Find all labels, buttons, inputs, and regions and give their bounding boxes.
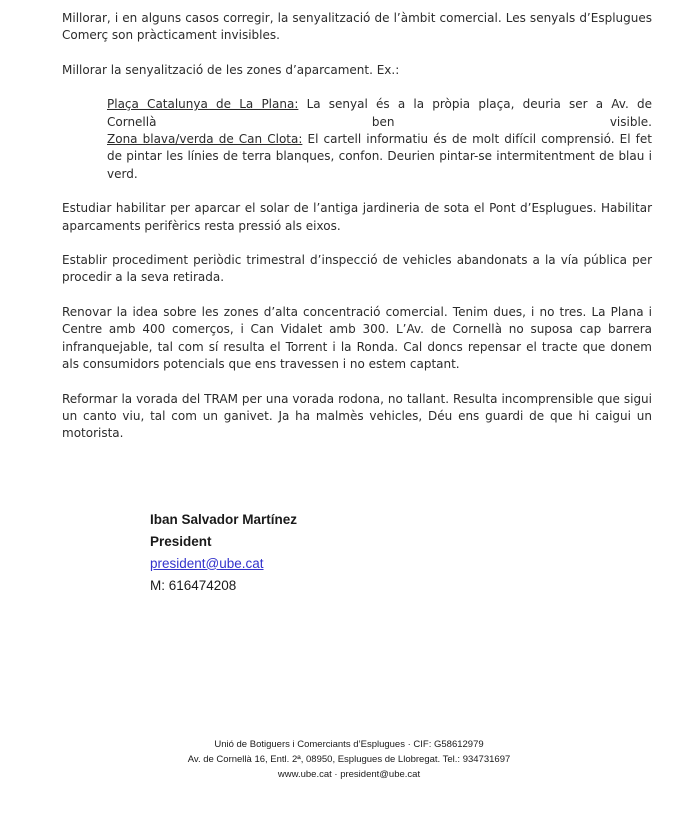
paragraph-senyalitzacio-ambit: Millorar, i en alguns casos corregir, la senyalització de l’àmbit comercial. Les senyals d’Esplugues Comerç son pràcticament invisibles. (62, 11, 652, 43)
list-item-placa-catalunya (107, 96, 652, 131)
signature-block (150, 509, 652, 597)
footer-address-phone: Av. de Cornellà 16, Entl. 2ª, 08950, Esplugues de Llobregat. Tel.: 934731697 (187, 754, 511, 765)
paragraph-zones-concentracio: Renovar la idea sobre les zones d’alta concentració comercial. Tenim dues, i no tres. La Plana i Centre amb 400 comerços, i Can Vidalet amb 300. L’Av. de Cornellà no suposa cap barrera infranquejable, tal com sí resulta el Torrent i la Ronda. Cal doncs repensar el tracte que donem als consumidors potencials que ens travessen i no estem captant. (62, 304, 652, 372)
list-item-zona-blava (107, 131, 652, 183)
justified-spread-line (107, 114, 652, 131)
signature-mobile: M: 616474208 (150, 577, 237, 593)
list-item-first-line (107, 96, 652, 113)
spread-word: visible. (609, 114, 652, 129)
spread-word: Cornellà (107, 114, 157, 129)
signature-name: Iban Salvador Martínez (150, 511, 298, 527)
paragraph-solar-jardineria: Estudiar habilitar per aparcar el solar de l’antiga jardineria de sota el Pont d’Esplugues. Habilitar aparcaments perifèrics resta pressió als eixos. (62, 201, 652, 233)
footer-org-cif: Unió de Botiguers i Comerciants d’Esplugues · CIF: G58612979 (214, 739, 484, 750)
signature-email-link[interactable]: president@ube.cat (150, 555, 264, 571)
paragraph-vorada-tram: Reformar la vorada del TRAM per una vorada rodona, no tallant. Resulta incomprensible que sigui un canto viu, tal com un ganivet. Ja ha malmès vehicles, Déu ens guardi de que hi caigui un motorista. (62, 391, 652, 441)
list-item-text: La senyal és a la pròpia plaça, deuria ser a Av. de (306, 97, 652, 112)
list-item-heading-underlined: Zona blava/verda de Can Clota: (107, 132, 303, 147)
paragraph-vehicles-abandonats: Establir procediment periòdic trimestral d’inspecció de vehicles abandonats a la vía pública per procedir a la seva retirada. (62, 253, 652, 285)
list-item-text: El cartell informatiu és de molt difícil comprensió. El fet de pintar les línies de terra blanques, confon. Deurien pintar-se intermitentment de blau i verd. (107, 132, 652, 181)
signature-title: President (150, 533, 212, 549)
footer-web-email: www.ube.cat · president@ube.cat (277, 769, 421, 780)
paragraph-zones-aparcament-intro: Millorar la senyalització de les zones d’aparcament. Ex.: (62, 62, 400, 77)
aparcament-examples-list (62, 96, 652, 183)
spread-word: ben (371, 114, 395, 129)
page-footer (0, 737, 698, 782)
list-item-heading-underlined: Plaça Catalunya de La Plana: (107, 97, 299, 112)
